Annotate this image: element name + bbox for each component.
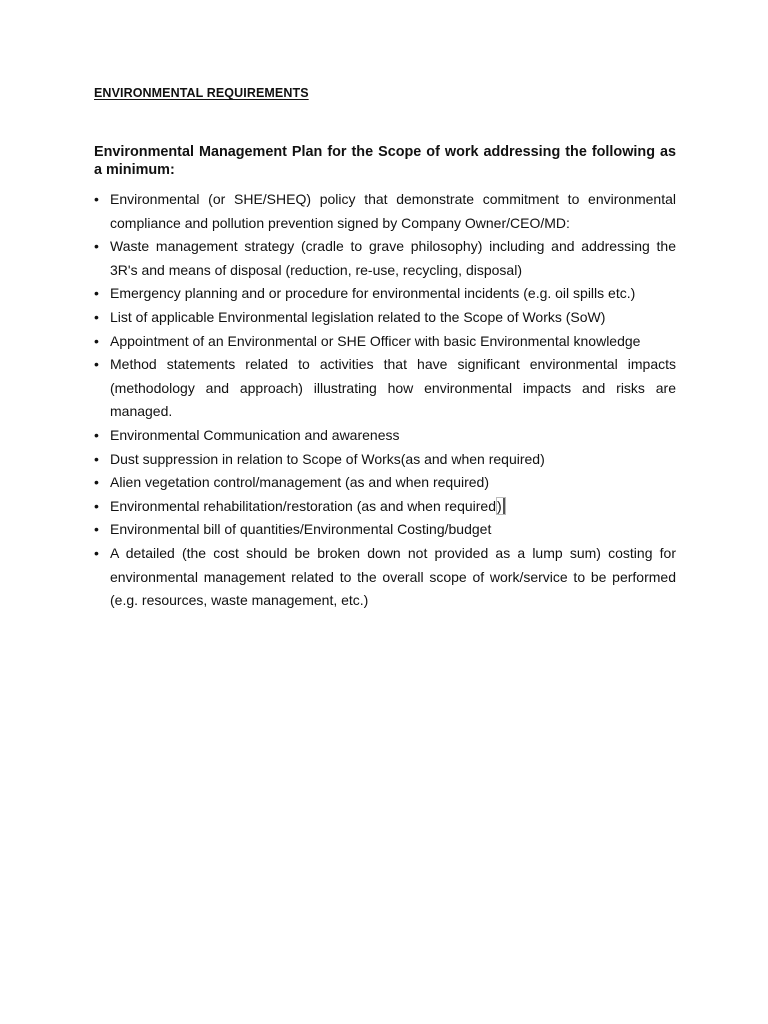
- list-item-text: List of applicable Environmental legislation related to the Scope of Works (SoW): [110, 308, 606, 325]
- list-item-text: Emergency planning and or procedure for environmental incidents (e.g. oil spills etc.): [110, 285, 636, 302]
- document-heading: ENVIRONMENTAL REQUIREMENTS: [94, 86, 309, 100]
- list-item-text: Environmental (or SHE/SHEQ) policy that demonstrate commitment to environmental compliance and pollution prevention signed by Company Owner/CEO/MD:: [110, 191, 676, 231]
- bullet-icon: •: [94, 238, 99, 255]
- bullet-icon: •: [94, 308, 99, 325]
- list-item: [94, 424, 676, 448]
- list-item: [94, 188, 676, 235]
- list-item-text: Waste management strategy (cradle to grave philosophy) including and addressing the 3R's and means of disposal (reduction, re-use, recycling, disposal): [110, 238, 676, 278]
- list-item-text: Alien vegetation control/management (as and when required): [110, 474, 490, 491]
- list-item: [94, 282, 676, 306]
- bullet-icon: •: [94, 544, 99, 561]
- bullet-icon: •: [94, 285, 99, 302]
- list-item: [94, 353, 676, 424]
- bullet-icon: •: [94, 356, 99, 373]
- list-item: [94, 306, 676, 330]
- requirements-list: [94, 188, 676, 613]
- list-item: [94, 542, 676, 613]
- bullet-icon: •: [94, 450, 99, 467]
- bullet-icon: •: [94, 474, 99, 491]
- list-item: [94, 448, 676, 472]
- list-item: [94, 235, 676, 282]
- list-item: [94, 518, 676, 542]
- list-item: [94, 495, 676, 519]
- bullet-icon: •: [94, 521, 99, 538]
- list-item-text: Environmental rehabilitation/restoration (as and when required: [110, 497, 496, 514]
- bullet-icon: •: [94, 426, 99, 443]
- text-cursor-mark: ): [497, 498, 505, 514]
- list-item-text: Dust suppression in relation to Scope of Works(as and when required): [110, 450, 545, 467]
- bullet-icon: •: [94, 191, 99, 207]
- intro-paragraph: Environmental Management Plan for the Scope of work addressing the following as a minimum:: [94, 144, 676, 178]
- bullet-icon: •: [94, 497, 99, 514]
- list-item: [94, 471, 676, 495]
- list-item-text: Environmental Communication and awareness: [110, 426, 400, 443]
- list-item-text: Appointment of an Environmental or SHE Officer with basic Environmental knowledge: [110, 332, 641, 349]
- bullet-icon: •: [94, 332, 99, 349]
- list-item: [94, 330, 676, 354]
- list-item-text: A detailed (the cost should be broken down not provided as a lump sum) costing for environmental management related to the overall scope of work/service to be performed (e.g. resources, waste management, etc.): [110, 544, 676, 609]
- list-item-text: Method statements related to activities that have significant environmental impacts (methodology and approach) illustrating how environmental impacts and risks are managed.: [110, 356, 676, 420]
- list-item-text: Environmental bill of quantities/Environmental Costing/budget: [110, 521, 492, 538]
